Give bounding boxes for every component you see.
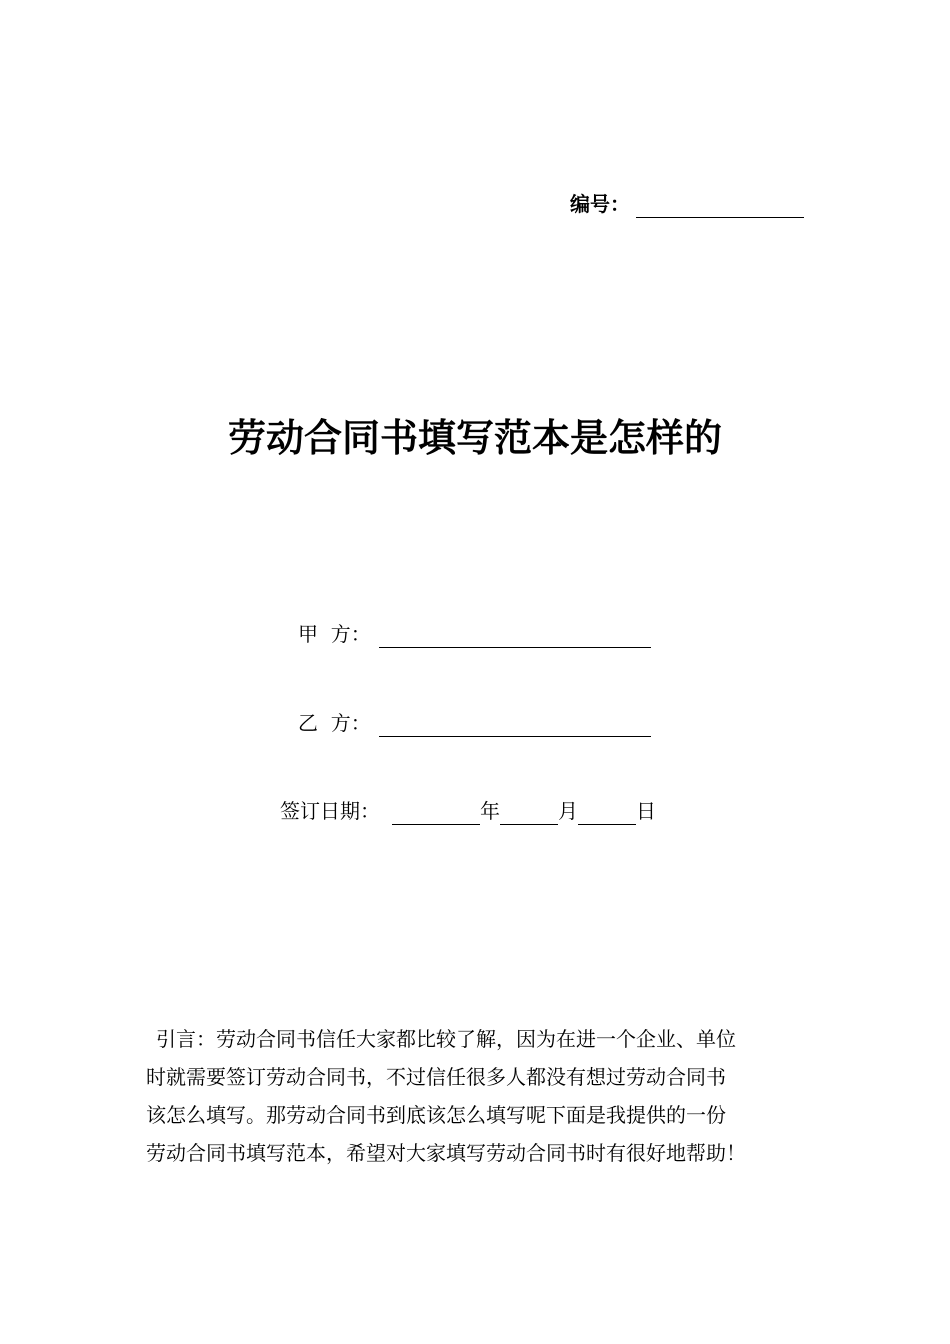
party-a-row [298, 620, 651, 648]
sign-date-row [280, 797, 656, 825]
intro-line: 该怎么填写。那劳动合同书到底该怎么填写呢下面是我提供的一份 [146, 1103, 726, 1127]
document-number-blank[interactable] [636, 195, 804, 218]
sign-day-blank[interactable] [578, 802, 636, 825]
party-b-blank[interactable] [379, 714, 651, 737]
party-b-row [298, 709, 651, 737]
intro-line: 劳动合同书填写范本，希望对大家填写劳动合同书时有很好地帮助！ [146, 1141, 746, 1165]
party-a-blank[interactable] [379, 625, 651, 648]
party-b-label: 乙 方： [298, 711, 371, 735]
sign-month-blank[interactable] [500, 802, 558, 825]
intro-paragraph [146, 1020, 826, 1172]
document-title: 劳动合同书填写范本是怎样的 [227, 416, 722, 460]
sign-year-unit: 年 [480, 799, 500, 823]
document-number [570, 190, 804, 218]
sign-day-unit: 日 [636, 799, 656, 823]
party-a-label: 甲 方： [298, 622, 371, 646]
intro-line: 引言：劳动合同书信任大家都比较了解，因为在进一个企业、单位 [156, 1027, 736, 1051]
sign-month-unit: 月 [558, 799, 578, 823]
sign-date-label: 签订日期： [280, 799, 380, 823]
sign-year-blank[interactable] [392, 802, 480, 825]
document-number-label: 编号： [570, 192, 630, 216]
intro-line: 时就需要签订劳动合同书，不过信任很多人都没有想过劳动合同书 [146, 1065, 726, 1089]
